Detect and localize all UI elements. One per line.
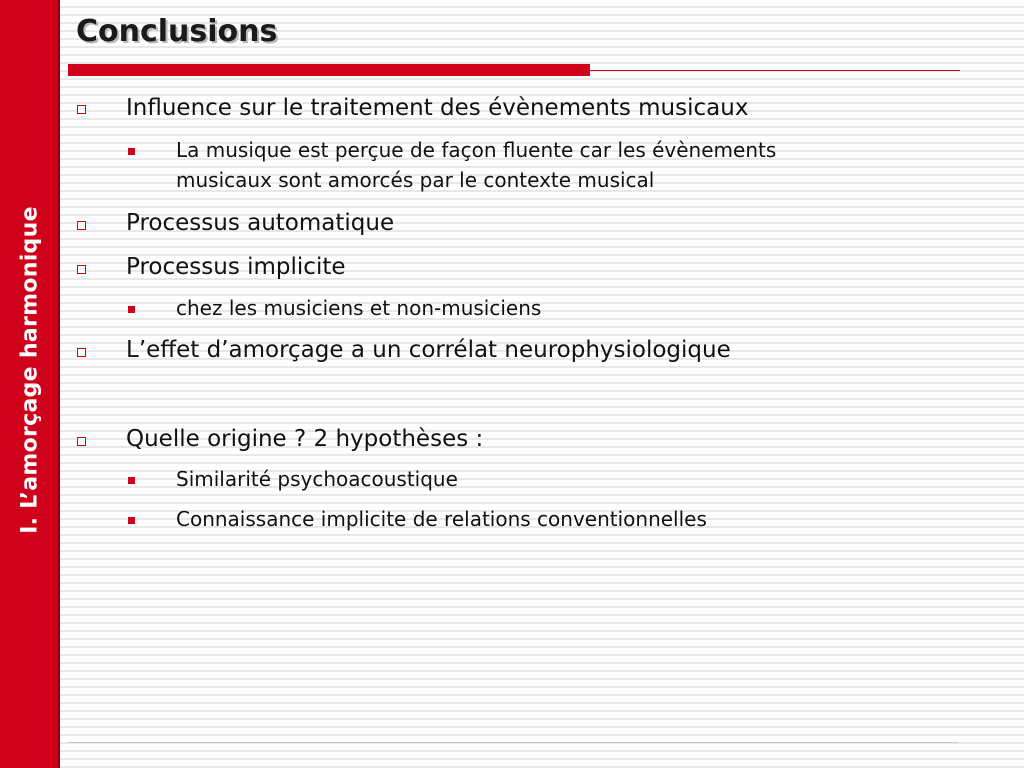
solid-square-bullet-icon (128, 477, 135, 484)
solid-square-bullet-icon (128, 148, 135, 155)
bullet-item-influence: Influence sur le traitement des évènements musicaux (126, 95, 749, 121)
sub-item-line-1: La musique est perçue de façon fluente car les évènements (176, 138, 777, 162)
bullet-item-origine: Quelle origine ? 2 hypothèses : (126, 426, 484, 452)
hollow-square-bullet-icon (77, 221, 86, 230)
sub-item-similarite: Similarité psychoacoustique (176, 467, 458, 491)
bullet-item-effet: L’effet d’amorçage a un corrélat neurophysiologique (126, 337, 731, 363)
bullet-item-implicite: Processus implicite (126, 254, 346, 280)
hollow-square-bullet-icon (77, 105, 86, 114)
solid-square-bullet-icon (128, 517, 135, 524)
solid-square-bullet-icon (128, 306, 135, 313)
sub-item-musiciens: chez les musiciens et non-musiciens (176, 296, 542, 320)
hollow-square-bullet-icon (77, 348, 86, 357)
slide-title: Conclusions (76, 14, 278, 49)
sub-item-connaissance: Connaissance implicite de relations conventionnelles (176, 507, 707, 531)
footer-rule (68, 742, 958, 743)
hollow-square-bullet-icon (77, 265, 86, 274)
sub-item-line-2: musicaux sont amorcés par le contexte musical (176, 168, 655, 192)
section-label: I. L’amorçage harmonique (17, 206, 43, 534)
bullet-item-automatique: Processus automatique (126, 210, 395, 236)
hollow-square-bullet-icon (77, 437, 86, 446)
